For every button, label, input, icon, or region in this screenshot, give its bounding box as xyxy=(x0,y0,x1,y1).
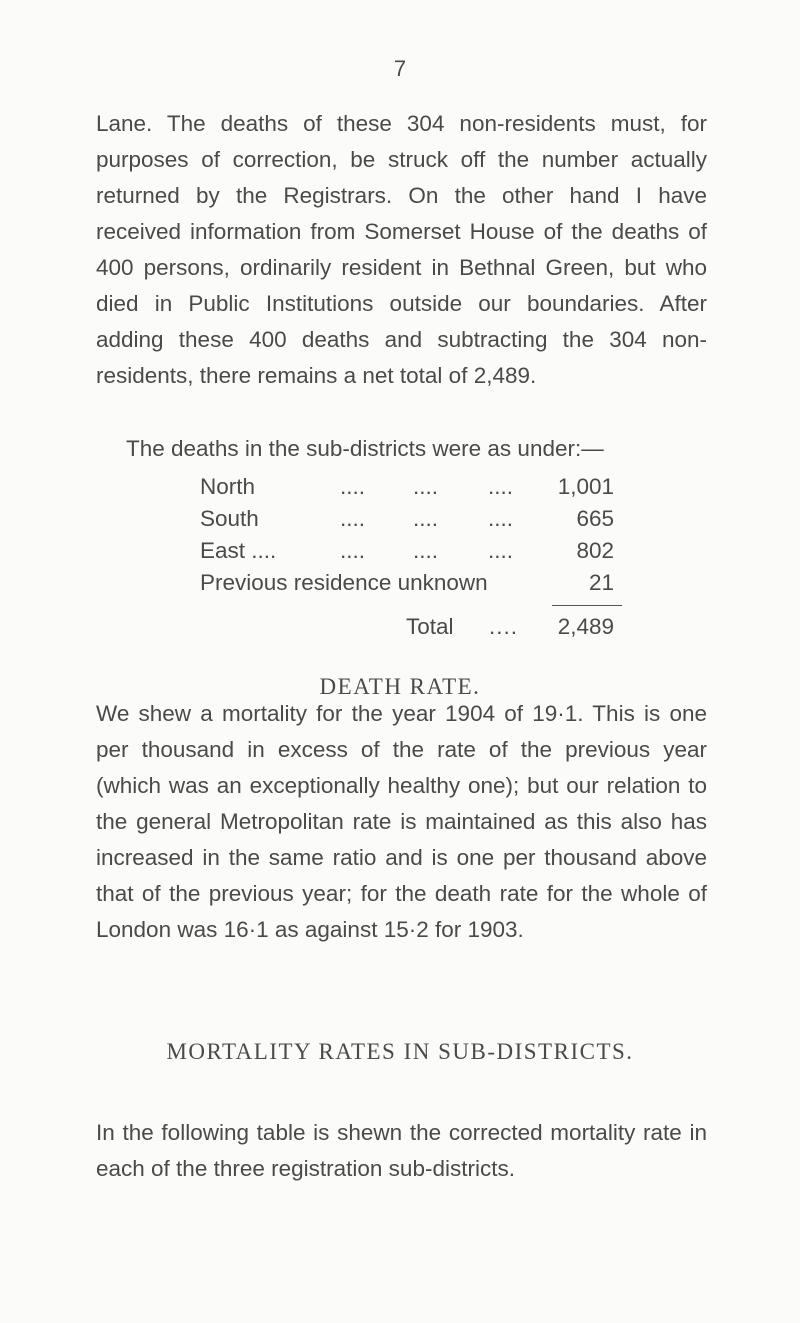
total-rule xyxy=(552,605,622,606)
row-leader: .... xyxy=(488,506,514,531)
row-value: 21 xyxy=(588,570,614,595)
row-leader: .... xyxy=(488,474,514,499)
total-leader: .... xyxy=(489,614,519,639)
total-label: Total xyxy=(406,614,454,639)
row-value: 1,001 xyxy=(557,474,614,499)
row-label: North xyxy=(200,474,256,499)
row-leader: .... xyxy=(413,474,439,499)
row-value: 802 xyxy=(576,538,614,563)
row-value: 665 xyxy=(576,506,614,531)
row-leader: .... xyxy=(340,474,366,499)
row-leader: .... xyxy=(340,538,366,563)
table-intro: The deaths in the sub-districts were as under:— xyxy=(126,436,604,461)
total-value: 2,489 xyxy=(557,614,614,639)
table-row-south xyxy=(200,506,614,536)
table-row-north xyxy=(200,474,614,504)
row-leader: .... xyxy=(340,506,366,531)
table-row-east xyxy=(200,538,614,568)
row-label: Previous residence unknown xyxy=(200,570,488,595)
heading-death-rate: DEATH RATE. xyxy=(319,674,481,699)
paragraph-non-residents: Lane. The deaths of these 304 non-residents must, for purposes of correction, be struck off the number actually returned by the Registrars. On the other hand I have received information from Somerset House of the deaths of 400 persons, ordinarily resident in Bethnal Green, but who died in Public Institutions outside our boundaries. After adding these 400 deaths and subtracting the 304 non-residents, there remains a net total of 2,489. xyxy=(96,111,707,388)
heading-mortality-rates: MORTALITY RATES IN SUB-DISTRICTS. xyxy=(166,1039,634,1064)
row-label: East .... xyxy=(200,538,277,563)
row-leader: .... xyxy=(413,538,439,563)
paragraph-following-table: In the following table is shewn the corrected mortality rate in each of the three registration sub-districts. xyxy=(96,1120,707,1181)
row-leader: .... xyxy=(413,506,439,531)
row-leader: .... xyxy=(488,538,514,563)
paragraph-mortality: We shew a mortality for the year 1904 of 19·1. This is one per thousand in excess of the rate of the previous year (which was an exceptionally healthy one); but our relation to the general Metropolitan rate is maintained as this also has increased in the same ratio and is one per thousand above that of the previous year; for the death rate for the whole of London was 16·1 as against 15·2 for 1903. xyxy=(96,701,707,942)
row-label: South xyxy=(200,506,259,531)
page-number: 7 xyxy=(393,56,407,81)
table-row-unknown xyxy=(200,570,614,600)
